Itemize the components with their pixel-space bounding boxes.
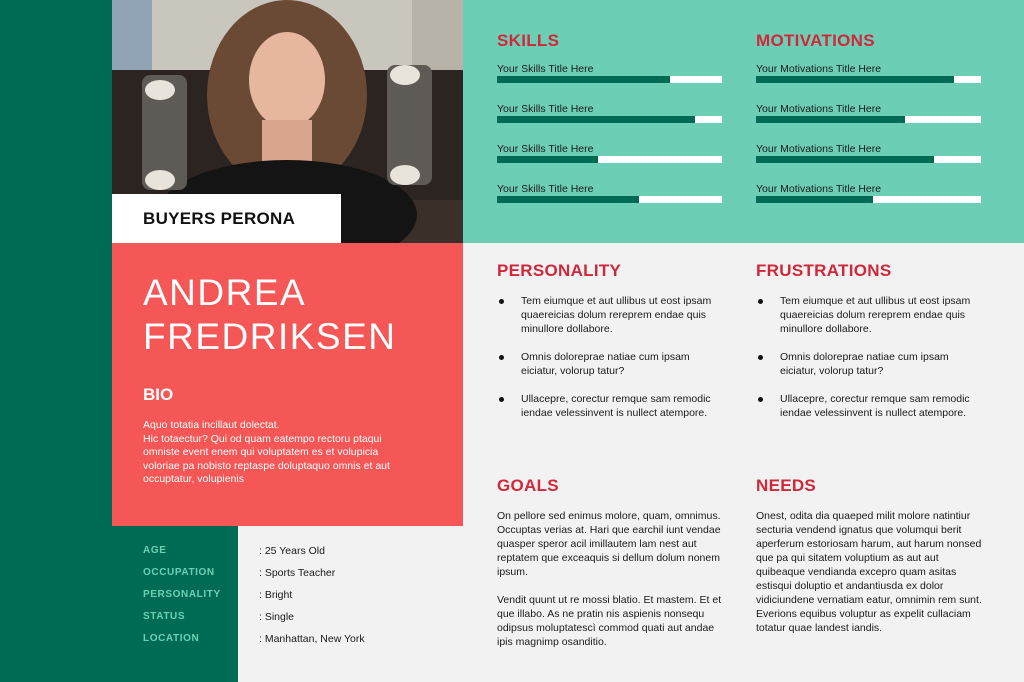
name-bio-panel [112, 243, 463, 526]
skill-bar [497, 156, 722, 163]
info-key: AGE [143, 545, 167, 556]
motivation-item [756, 183, 981, 223]
motivation-bar-fill [756, 76, 954, 83]
skill-item [497, 143, 722, 183]
frustrations-title: FRUSTRATIONS [756, 261, 892, 280]
skill-item [497, 183, 722, 223]
skill-bar [497, 76, 722, 83]
motivation-bar-fill [756, 196, 873, 203]
skill-bar [497, 196, 722, 203]
motivation-bar [756, 196, 981, 203]
left-accent-strip [0, 0, 112, 682]
bio-line: occuptatur, volupienis [143, 473, 244, 485]
list-item: Tem eiumque et aut ullibus ut eost ipsam quaereicias dolum rereprem endae quis minullore dollabore. [756, 294, 981, 336]
skills-list [497, 63, 722, 223]
motivation-bar-fill [756, 156, 934, 163]
bio-line: omniste event enem qui voluptatem es et volupicia [143, 446, 379, 458]
personality-list [497, 294, 722, 434]
motivation-item [756, 143, 981, 183]
motivation-bar [756, 116, 981, 123]
info-key: OCCUPATION [143, 567, 215, 578]
motivation-label: Your Motivations Title Here [756, 183, 882, 195]
motivation-bar [756, 76, 981, 83]
goals-title: GOALS [497, 476, 559, 495]
list-item: Tem eiumque et aut ullibus ut eost ipsam quaereicias dolum rereprem endae quis minullore dollabore. [497, 294, 722, 336]
bio-line: voloriae pa nobisto reptaspe doluptaquo omnis et aut [143, 459, 390, 472]
info-key: PERSONALITY [143, 589, 221, 600]
skill-bar-fill [497, 116, 695, 123]
name-last: FREDRIKSEN [143, 316, 397, 357]
skill-label: Your Skills Title Here [497, 63, 594, 75]
goals-text [497, 509, 725, 663]
info-value: : Bright [259, 589, 293, 601]
info-value: : Sports Teacher [259, 567, 336, 579]
motivation-label: Your Motivations Title Here [756, 143, 882, 155]
info-value: : Manhattan, New York [259, 633, 365, 645]
skills-title: SKILLS [497, 31, 560, 50]
name-first: ANDREA [143, 272, 307, 313]
motivation-item [756, 103, 981, 143]
info-key: STATUS [143, 611, 186, 622]
needs-paragraph: Onest, odita dia quaeped milit molore natintiur secturia vendend ignatus que volumqui berit aperferum estoriosam harum, aut harum nonsed que pa qui sitatem voluptium as aut aut quibeaque vendianda excepro quam asitas estisqui doluptio et andantiusda ex dolor vidiciundene vernatiam eatur, omnimin rem sunt. Everions equibus voluptur as expelit cullaciam totatur quae landest iandis. [756, 510, 982, 634]
bio-line: Hic totaectur? Qui od quam eatempo rectoru ptaqui [143, 432, 382, 445]
skill-bar-fill [497, 196, 639, 203]
list-item: Omnis doloreprae natiae cum ipsam eiciatur, volorup tatur? [497, 350, 722, 378]
list-item: Ullacepre, corectur remque sam remodic iendae velessinvent is nullect atempore. [497, 392, 722, 420]
list-item: Omnis doloreprae natiae cum ipsam eiciatur, volorup tatur? [756, 350, 981, 378]
motivation-item [756, 63, 981, 103]
skill-item [497, 63, 722, 103]
bio-line: Aquo totatia incillaut dolectat. [143, 419, 280, 431]
skill-bar-fill [497, 156, 598, 163]
bio-title: BIO [143, 385, 174, 404]
info-value: : Single [259, 611, 295, 623]
skill-label: Your Skills Title Here [497, 183, 594, 195]
motivations-title: MOTIVATIONS [756, 31, 875, 50]
skill-item [497, 103, 722, 143]
motivation-bar [756, 156, 981, 163]
motivations-list [756, 63, 981, 223]
info-key: LOCATION [143, 633, 200, 644]
motivation-bar-fill [756, 116, 905, 123]
list-item: Ullacepre, corectur remque sam remodic iendae velessinvent is nullect atempore. [756, 392, 981, 420]
bio-text [143, 419, 443, 487]
needs-text [756, 509, 984, 649]
personality-title: PERSONALITY [497, 261, 622, 280]
goals-paragraph: On pellore sed enimus molore, quam, omnimus. Occuptas verias at. Hari que earchil iunt vendae quasper speror acil imillautem lam nest aut reptatem que exceaquis si dellum dolum nonem ipsum. [497, 510, 721, 578]
frustrations-list [756, 294, 981, 434]
motivation-label: Your Motivations Title Here [756, 103, 882, 115]
persona-name [143, 271, 453, 359]
info-value: : 25 Years Old [259, 545, 325, 557]
motivation-label: Your Motivations Title Here [756, 63, 882, 75]
skill-bar [497, 116, 722, 123]
goals-paragraph: Vendit quunt ut re mossi blatio. Et mastem. Et et que illabo. As ne pratin nis aspienis nonsequ odipsus moluptatescì commod quati aut andae ipis magnimp osanditio. [497, 594, 722, 648]
skill-label: Your Skills Title Here [497, 143, 594, 155]
persona-label: BUYERS PERONA [112, 194, 341, 243]
needs-title: NEEDS [756, 476, 817, 495]
skill-bar-fill [497, 76, 670, 83]
skill-label: Your Skills Title Here [497, 103, 594, 115]
